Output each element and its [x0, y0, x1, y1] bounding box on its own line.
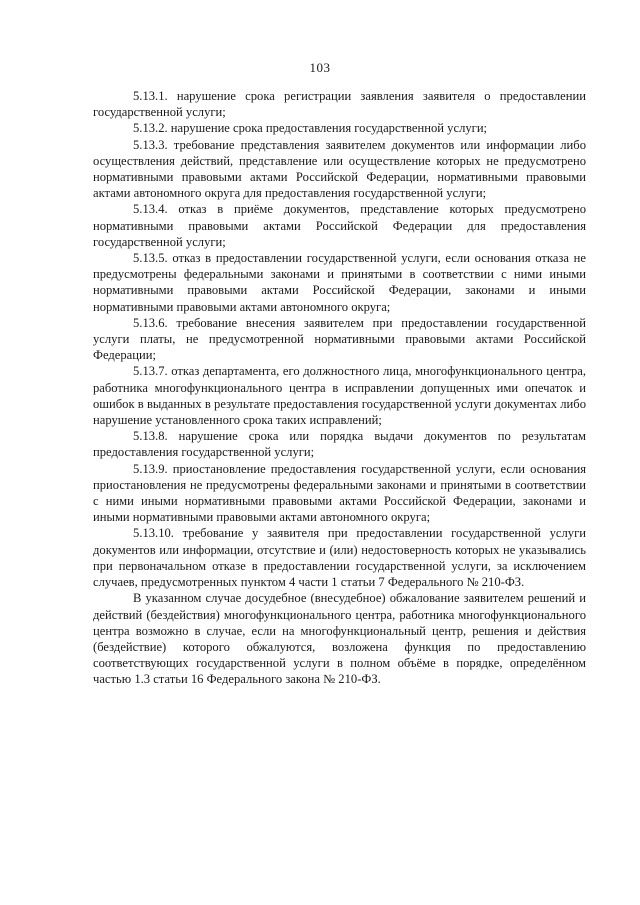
paragraph-5-13-8: 5.13.8. нарушение срока или порядка выдачи документов по результатам предоставления государственной услуги; [93, 429, 586, 460]
page-number: 103 [309, 60, 331, 75]
paragraph-5-13-4: 5.13.4. отказ в приёме документов, представление которых предусмотрено нормативными правовыми актами Российской Федерации для предоставления государственной услуги; [93, 202, 586, 249]
paragraph-5-13-6: 5.13.6. требование внесения заявителем при предоставлении государственной услуги платы, не предусмотренной нормативными правовыми актами Российской Федерации; [93, 315, 586, 363]
paragraph-5-13-5: 5.13.5. отказ в предоставлении государственной услуги, если основания отказа не предусмотрены федеральными законами и принятыми в соответствии с ними иными нормативными правовыми актами Российской Федерации, законами и иными нормативными правовыми актами автономного округа; [93, 251, 586, 314]
paragraph-pretrial-appeal: В указанном случае досудебное (внесудебное) обжалование заявителем решений и действий (бездействия) многофункционального центра, работника многофункционального центра возможно в случае, если на многофункциональный центр, решения и действия (бездействие) которого обжалуются, возложена функция по предоставлению соответствующих государственной услуги в полном объёме в порядке, определённом частью 1.3 статьи 16 Федерального закона № 210-ФЗ. [93, 591, 586, 687]
document-body [93, 88, 586, 688]
paragraph-5-13-1: 5.13.1. нарушение срока регистрации заявления заявителя о предоставлении государственной услуги; [93, 89, 586, 120]
paragraph-5-13-2: 5.13.2. нарушение срока предоставления государственной услуги; [133, 121, 488, 136]
paragraph-5-13-9: 5.13.9. приостановление предоставления государственной услуги, если основания приостановления не предусмотрены федеральными законами и принятыми в соответствии с ними иными нормативными правовыми актами Российской Федерации, законами и иными нормативными правовыми актами автономного округа; [93, 461, 586, 525]
paragraph-5-13-3: 5.13.3. требование представления заявителем документов или информации либо осуществления действий, представление или осуществление которых не предусмотрено нормативными правовыми актами Российской Федерации, нормативными правовыми актами автономного округа для предоставления государственной услуги; [93, 137, 586, 201]
paragraph-5-13-7: 5.13.7. отказ департамента, его должностного лица, многофункционального центра, работника многофункционального центра в исправлении допущенных ими опечаток и ошибок в выданных в результате предоставления государственной услуги документах либо нарушение установленного срока таких исправлений; [93, 364, 586, 428]
paragraph-5-13-10: 5.13.10. требование у заявителя при предоставлении государственной услуги документов или информации, отсутствие и (или) недостоверность которых не указывались при первоначальном отказе в предоставлении государственной услуги, за исключением случаев, предусмотренных пунктом 4 части 1 статьи 7 Федерального № 210-ФЗ. [93, 526, 586, 590]
